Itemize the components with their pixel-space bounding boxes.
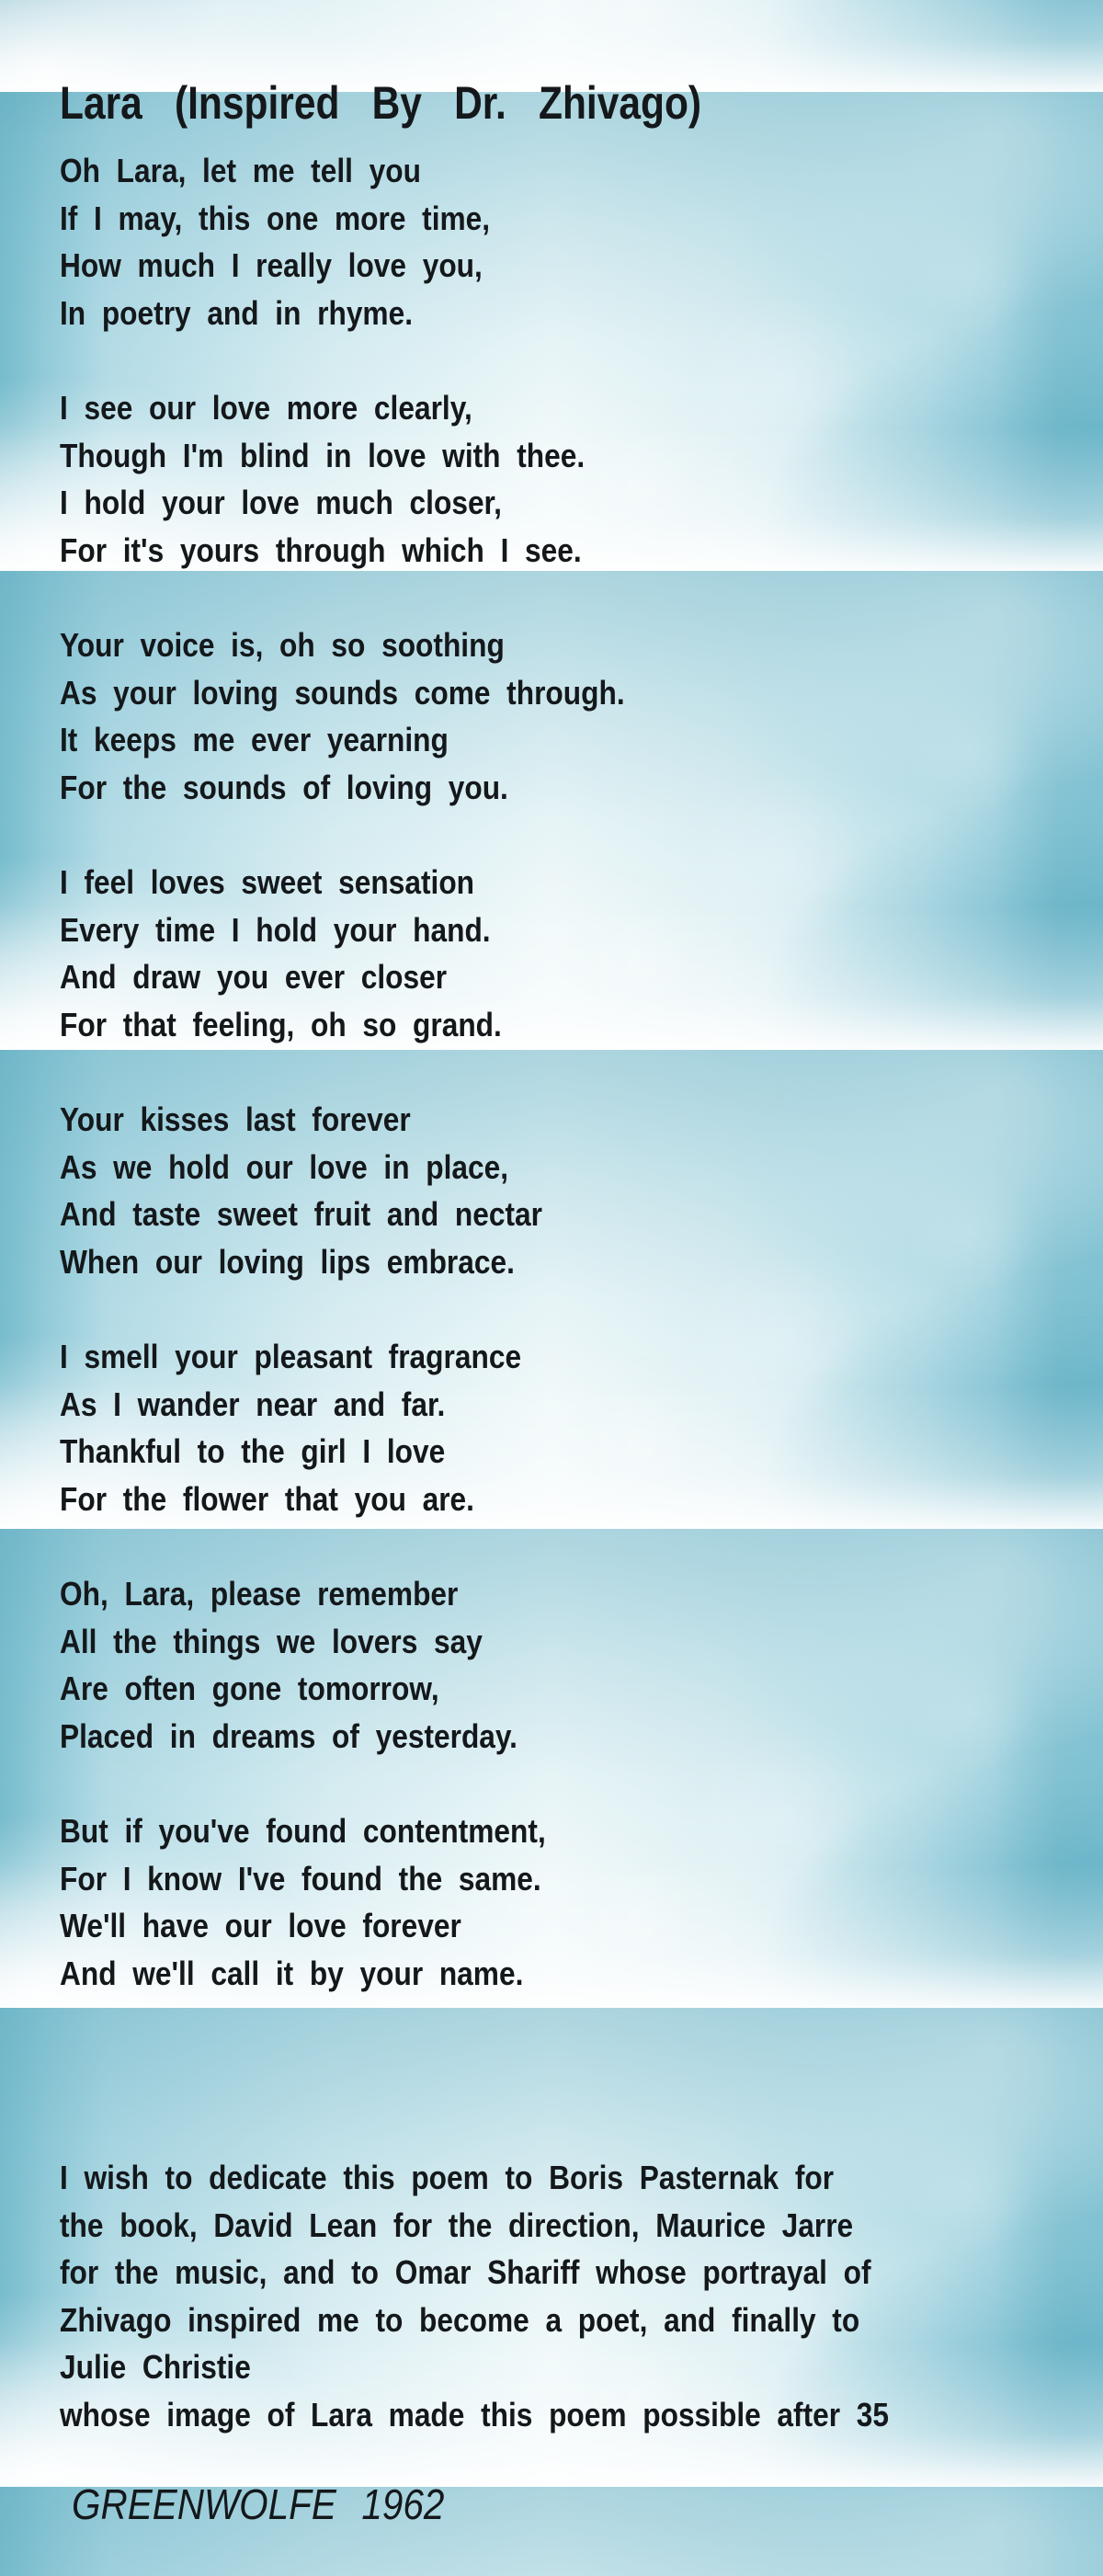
poem-line	[60, 147, 549, 195]
poem-line-text: Oh, Lara, please remember	[60, 1575, 459, 1613]
dedication-line	[60, 2154, 1002, 2202]
poem-line-text: It keeps me ever yearning	[60, 721, 449, 759]
poem-line-text: For that feeling, oh so grand.	[60, 1005, 502, 1043]
stanza-7	[60, 1570, 580, 1760]
dedication-line-text: Julie Christie	[60, 2348, 251, 2387]
poem-line	[60, 906, 562, 954]
poem-line	[60, 290, 549, 337]
poem-line	[60, 621, 701, 669]
stanza-2	[60, 384, 656, 574]
poem-line-text: When our loving lips embrace.	[60, 1242, 515, 1281]
poem-line	[60, 764, 701, 812]
poem-line-text: All the things we lovers say	[60, 1622, 483, 1660]
poem-line-text: But if you've found contentment,	[60, 1812, 546, 1850]
poem-line	[60, 1476, 585, 1523]
poem-line	[60, 384, 656, 432]
poem-line	[60, 716, 701, 764]
dedication-line	[60, 2297, 1002, 2344]
poem-line-text: For I know I've found the same.	[60, 1859, 541, 1898]
poem-line-text: I smell your pleasant fragrance	[60, 1338, 522, 1375]
poem-line-text: For the flower that you are.	[60, 1479, 474, 1518]
page-title	[60, 76, 814, 129]
poem-line	[60, 1807, 612, 1855]
poem-line-text: Though I'm blind in love with thee.	[60, 436, 586, 474]
page-title-text: Lara (Inspired By Dr. Zhivago)	[60, 76, 702, 129]
poem-line-text: Your voice is, oh so soothing	[60, 626, 505, 664]
stanza-1	[60, 147, 549, 336]
stanza-5	[60, 1096, 608, 1285]
poem-line-text: Are often gone tomorrow,	[60, 1670, 439, 1708]
poem-line-text: And we'll call it by your name.	[60, 1954, 524, 1992]
poem-line	[60, 1144, 608, 1191]
poem-line-text: Placed in dreams of yesterday.	[60, 1716, 517, 1755]
dedication-line	[60, 2391, 1002, 2439]
stanza-6	[60, 1333, 585, 1522]
stanza-3	[60, 621, 701, 811]
poem-line-text: Your kisses last forever	[60, 1100, 411, 1138]
poem-line-text: As your loving sounds come through.	[60, 673, 625, 712]
poem-line	[60, 1902, 612, 1950]
stanza-8	[60, 1807, 612, 1997]
stanza-4	[60, 859, 562, 1048]
poem-line	[60, 195, 549, 243]
poem-line	[60, 859, 562, 906]
poem-line	[60, 1333, 585, 1381]
poem-line	[60, 1381, 585, 1429]
poem-line-text: Oh Lara, let me tell you	[60, 152, 421, 189]
poem-line	[60, 1096, 608, 1144]
poem-line	[60, 1238, 608, 1286]
poem-line	[60, 669, 701, 717]
dedication-line-text: for the music, and to Omar Shariff whose portrayal of	[60, 2253, 871, 2292]
poem-line-text: As I wander near and far.	[60, 1385, 446, 1423]
poem-line	[60, 1618, 580, 1666]
poem-line-text: I see our love more clearly,	[60, 389, 472, 427]
poem-line-text: We'll have our love forever	[60, 1907, 461, 1945]
poem-line	[60, 1665, 580, 1713]
poem-line-text: Every time I hold your hand.	[60, 910, 491, 949]
poem-line	[60, 1001, 562, 1049]
dedication-line	[60, 2202, 1002, 2250]
poem-line	[60, 1855, 612, 1903]
poem-line	[60, 1428, 585, 1476]
dedication	[60, 2154, 1002, 2439]
dedication-line-text: whose image of Lara made this poem possible after 35	[60, 2395, 889, 2434]
poem-line-text: And draw you ever closer	[60, 958, 448, 997]
poem-line-text: As we hold our love in place,	[60, 1147, 509, 1186]
poem-line	[60, 527, 656, 575]
poem-line-text: If I may, this one more time,	[60, 199, 491, 237]
dedication-line-text: Zhivago inspired me to become a poet, and finally to	[60, 2300, 860, 2339]
poem-line-text: Thankful to the girl I love	[60, 1432, 446, 1471]
poem-line	[60, 1713, 580, 1761]
poem-line-text: In poetry and in rhyme.	[60, 293, 414, 332]
poem-line-text: I feel loves sweet sensation	[60, 863, 475, 901]
dedication-line	[60, 2343, 1002, 2391]
poem-line-text: For it's yours through which I see.	[60, 530, 582, 569]
poem-line-text: For the sounds of loving you.	[60, 768, 508, 806]
poem-line-text: How much I really love you,	[60, 246, 483, 285]
dedication-line-text: the book, David Lean for the direction, Maurice Jarre	[60, 2206, 854, 2244]
poem-line	[60, 953, 562, 1001]
poem-line	[60, 1570, 580, 1618]
poem-line	[60, 432, 656, 480]
poem-line	[60, 479, 656, 527]
dedication-line-text: I wish to dedicate this poem to Boris Pasternak for	[60, 2159, 835, 2196]
poem-line	[60, 1950, 612, 1998]
dedication-line	[60, 2249, 1002, 2297]
poem-line	[60, 1191, 608, 1238]
poem-line	[60, 242, 549, 290]
poem-line-text: And taste sweet fruit and nectar	[60, 1195, 542, 1234]
signature	[72, 2480, 495, 2528]
signature-text: GREENWOLFE 1962	[72, 2480, 445, 2528]
poem-line-text: I hold your love much closer,	[60, 484, 502, 522]
